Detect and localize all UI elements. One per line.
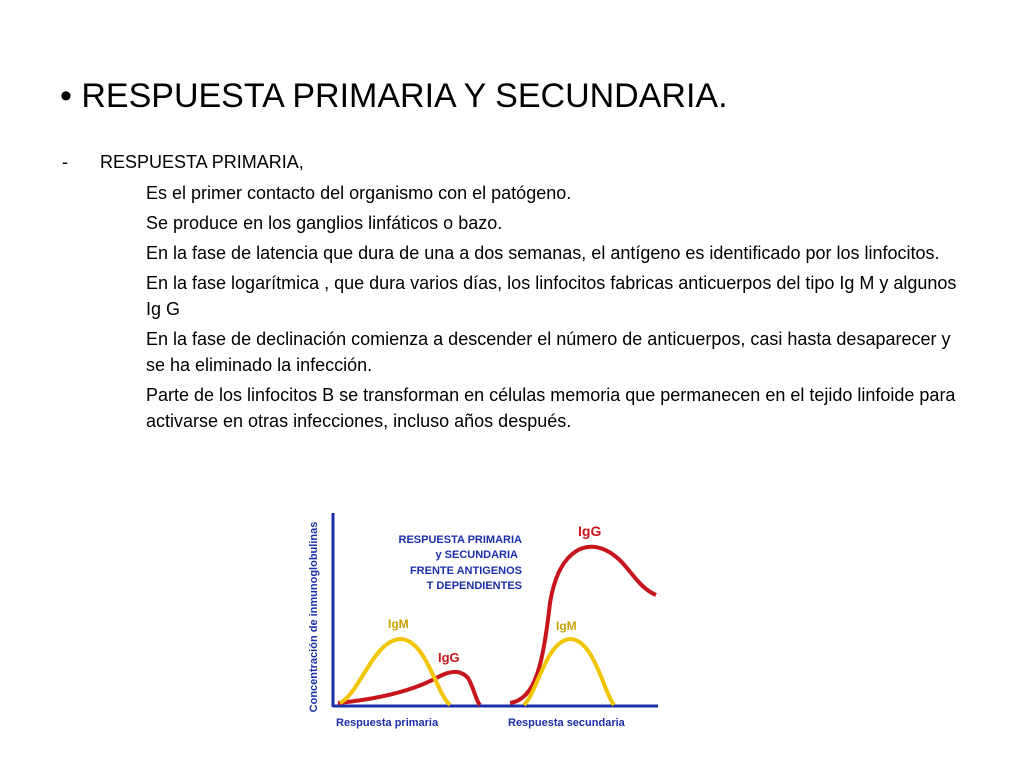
point-item: En la fase de latencia que dura de una a dos semanas, el antígeno es identificado por los linfocitos. — [146, 243, 940, 263]
immune-response-figure — [298, 503, 658, 735]
title-bullet: • — [60, 77, 72, 115]
igg-secondary-curve — [510, 547, 656, 703]
igm-primary-label: IgM — [388, 617, 409, 631]
sub-heading — [62, 150, 304, 174]
point-item: Se produce en los ganglios linfáticos o bazo. — [146, 213, 503, 233]
immune-response-diagram — [298, 503, 658, 735]
figure-title-line: FRENTE ANTIGENOS — [409, 565, 522, 577]
igg-primary-curve — [338, 672, 480, 705]
x-label-secondary: Respuesta secundaria — [508, 717, 625, 729]
point-item: En la fase de declinación comienza a descender el número de anticuerpos, casi hasta desaparecer y se ha eliminado la infección. — [146, 329, 951, 375]
point-item: En la fase logarítmica , que dura varios días, los linfocitos fabricas anticuerpos del tipo Ig M y algunos Ig G — [146, 273, 957, 319]
figure-title-line: RESPUESTA PRIMARIA — [398, 534, 522, 546]
slide-title — [60, 76, 728, 116]
igg-primary-label: IgG — [438, 650, 460, 665]
point-item: Parte de los linfocitos B se transforman en células memoria que permanecen en el tejido linfoide para activarse en otras infecciones, incluso años después. — [146, 385, 956, 431]
figure-title-line: T DEPENDIENTES — [426, 580, 522, 592]
title-text: RESPUESTA PRIMARIA Y SECUNDARIA. — [81, 77, 728, 115]
x-label-primary: Respuesta primaria — [336, 717, 439, 729]
y-axis-label: Concentración de inmunoglobulinas — [308, 521, 320, 713]
sub-heading-text: RESPUESTA PRIMARIA, — [100, 152, 304, 172]
igg-secondary-label: IgG — [578, 523, 602, 539]
igm-secondary-label: IgM — [556, 619, 577, 633]
point-item: Es el primer contacto del organismo con el patógeno. — [146, 183, 572, 203]
point-list — [146, 180, 966, 438]
figure-title-line: y SECUNDARIA — [435, 549, 518, 561]
sub-heading-dash: - — [62, 152, 68, 172]
